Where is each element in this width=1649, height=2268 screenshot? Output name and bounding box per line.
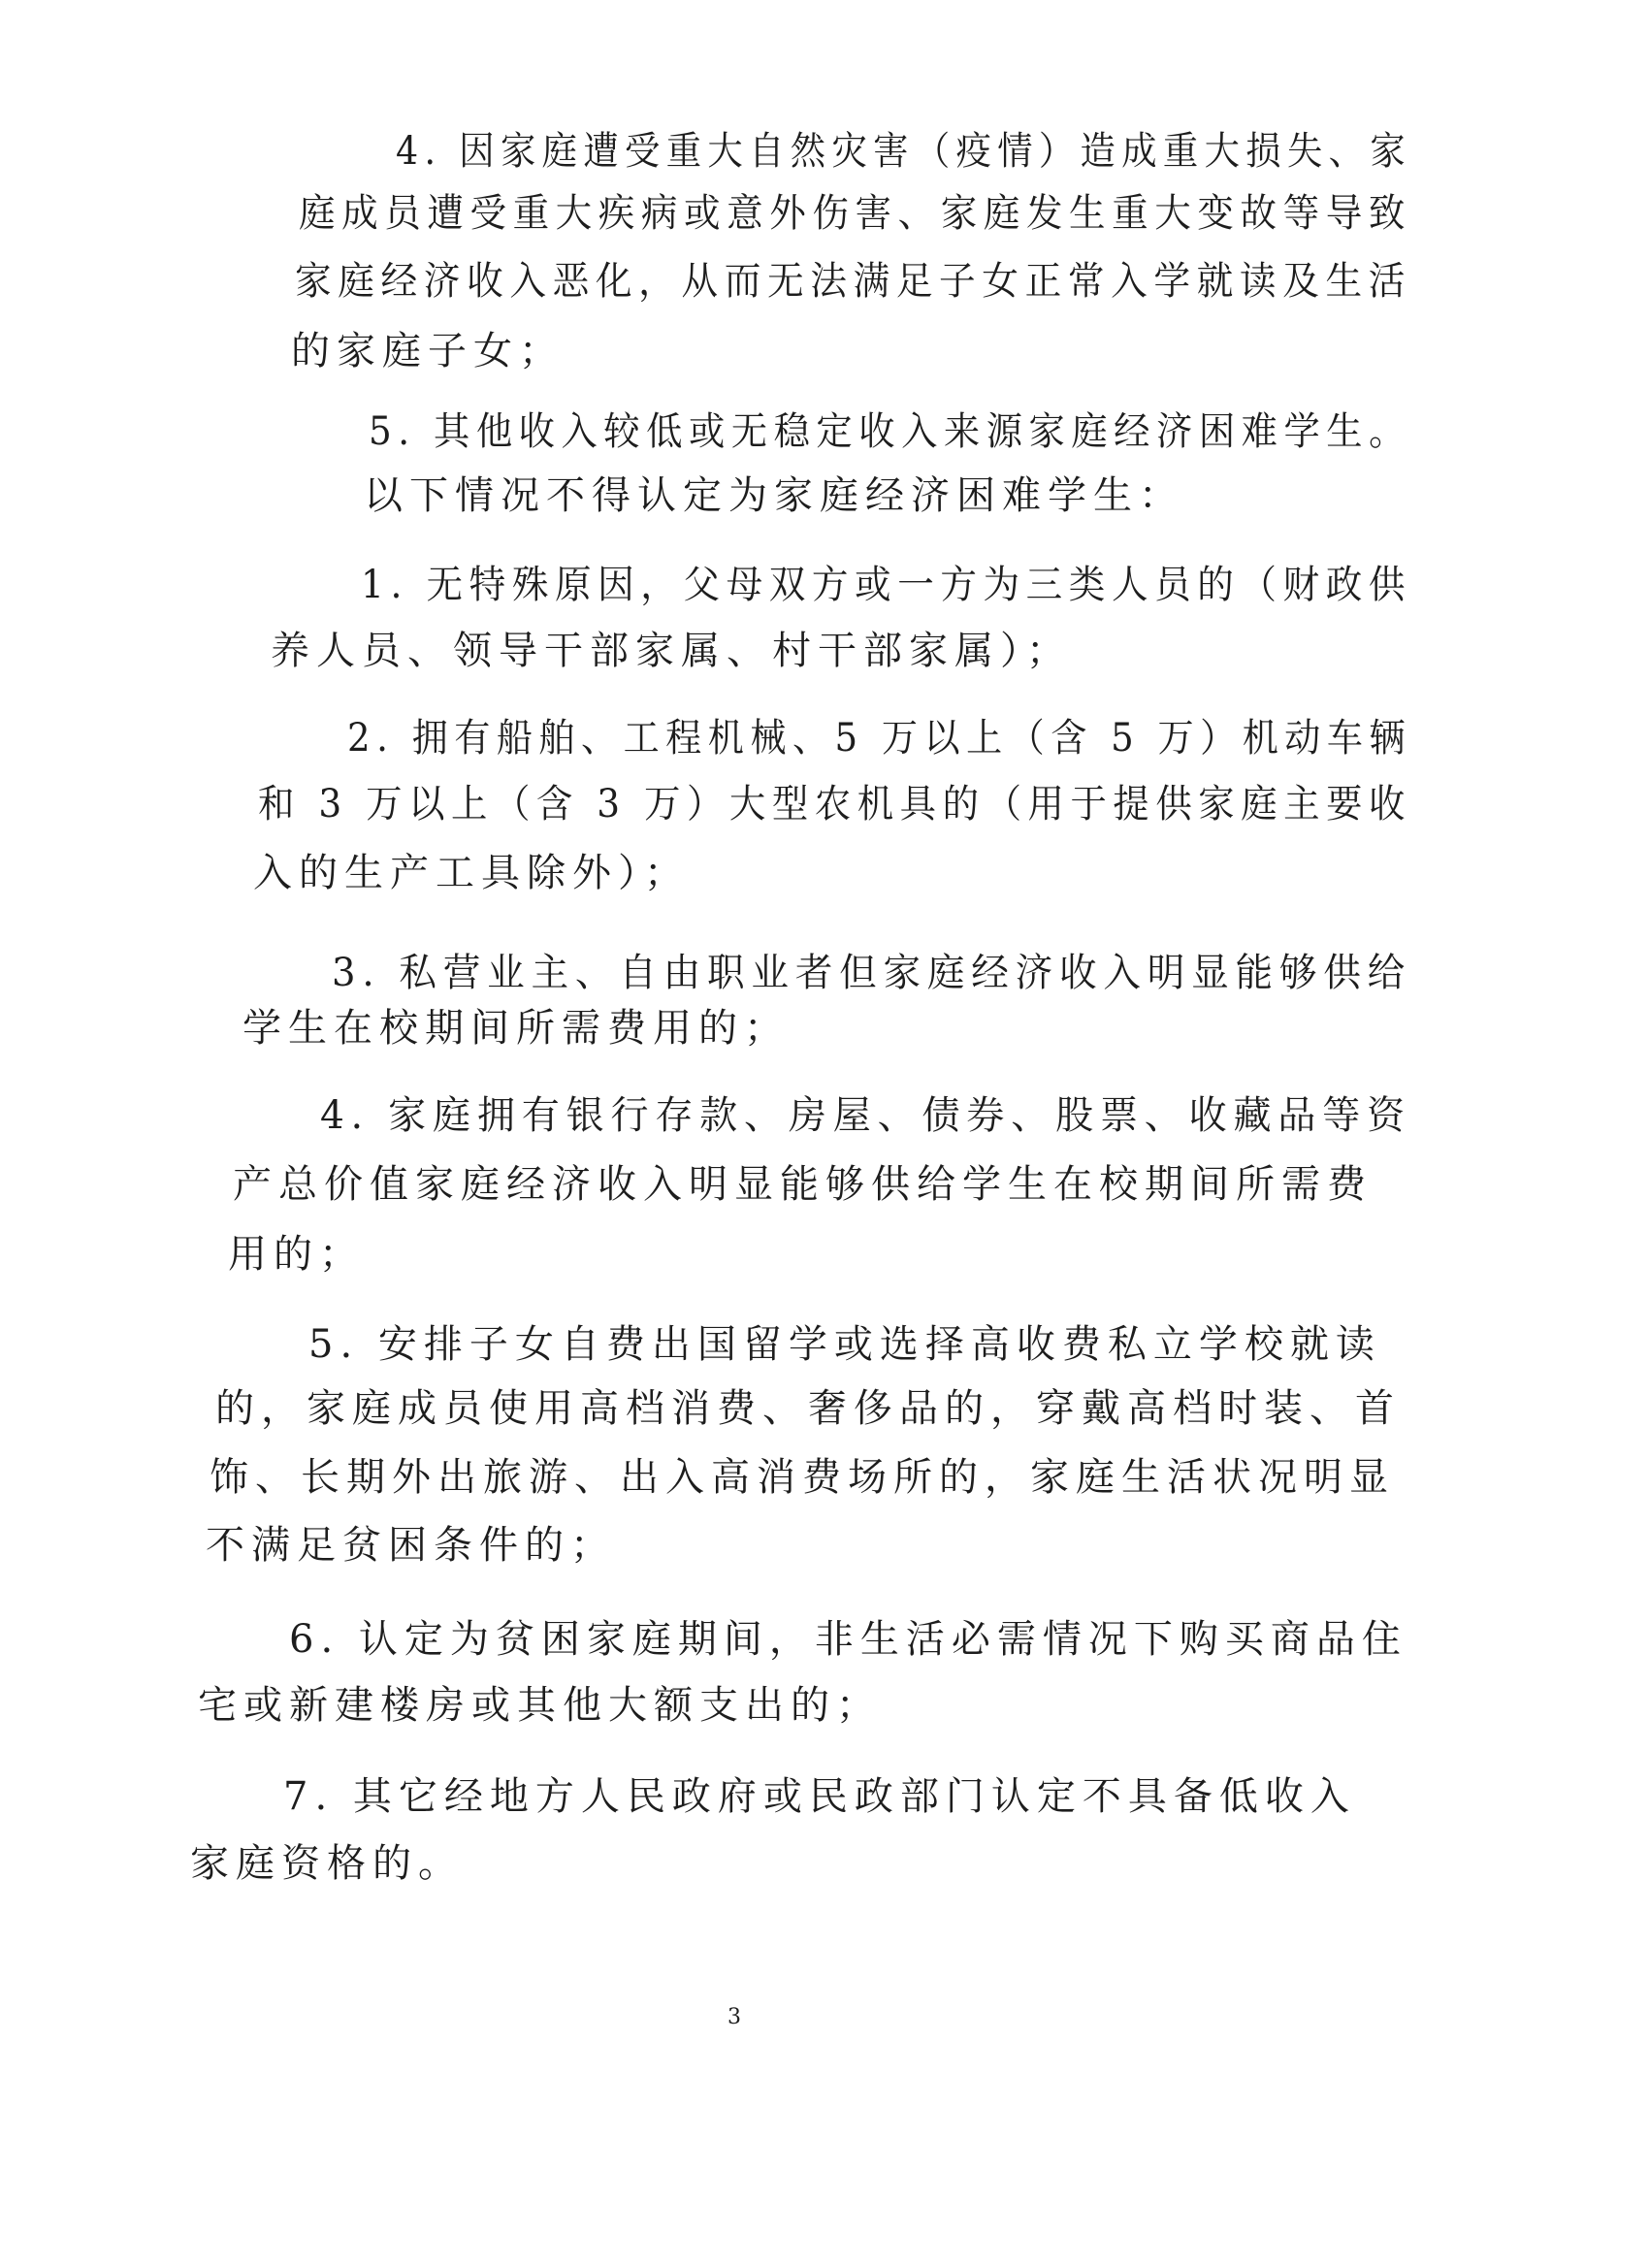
text-line: 7. 其它经地方人民政府或民政部门认定不具备低收入 <box>283 1774 1356 1819</box>
text-line: 庭成员遭受重大疾病或意外伤害、家庭发生重大变故等导致 <box>299 191 1411 236</box>
text-line: 5. 其他收入较低或无稳定收入来源家庭经济困难学生。 <box>369 409 1411 454</box>
text-line: 的家庭子女； <box>291 329 565 373</box>
text-line: 4. 家庭拥有银行存款、房屋、债券、股票、收藏品等资 <box>320 1093 1411 1138</box>
text-line: 用的； <box>228 1232 365 1277</box>
text-line: 5. 安排子女自费出国留学或选择高收费私立学校就读 <box>308 1322 1381 1367</box>
text-line: 学生在校期间所需费用的； <box>242 1006 790 1051</box>
text-line: 养人员、领导干部家属、村干部家属）； <box>271 629 1072 673</box>
text-line: 家庭资格的。 <box>190 1841 464 1886</box>
text-line: 2. 拥有船舶、工程机械、5 万以上（含 5 万）机动车辆 <box>347 716 1412 761</box>
text-line: 产总价值家庭经济收入明显能够供给学生在校期间所需费 <box>233 1162 1373 1207</box>
page-number: 3 <box>728 2005 741 2029</box>
text-line: 4. 因家庭遭受重大自然灾害（疫情）造成重大损失、家 <box>396 129 1412 174</box>
text-line: 家庭经济收入恶化，从而无法满足子女正常入学就读及生活 <box>295 259 1412 304</box>
text-line: 6. 认定为贫困家庭期间，非生活必需情况下购买商品住 <box>289 1617 1407 1662</box>
text-line: 不满足贫困条件的； <box>206 1523 616 1568</box>
text-line: 1. 无特殊原因，父母双方或一方为三类人员的（财政供 <box>361 563 1412 607</box>
text-line: 和 3 万以上（含 3 万）大型农机具的（用于提供家庭主要收 <box>258 782 1411 826</box>
text-line: 饰、长期外出旅游、出入高消费场所的，家庭生活状况明显 <box>210 1455 1395 1500</box>
text-line: 的，家庭成员使用高档消费、奢侈品的，穿戴高档时装、首 <box>215 1386 1401 1431</box>
text-line: 以下情况不得认定为家庭经济困难学生： <box>364 473 1184 518</box>
text-line: 入的生产工具除外）； <box>253 851 690 895</box>
text-line: 宅或新建楼房或其他大额支出的； <box>198 1683 882 1728</box>
text-line: 3. 私营业主、自由职业者但家庭经济收入明显能够供给 <box>332 951 1412 995</box>
